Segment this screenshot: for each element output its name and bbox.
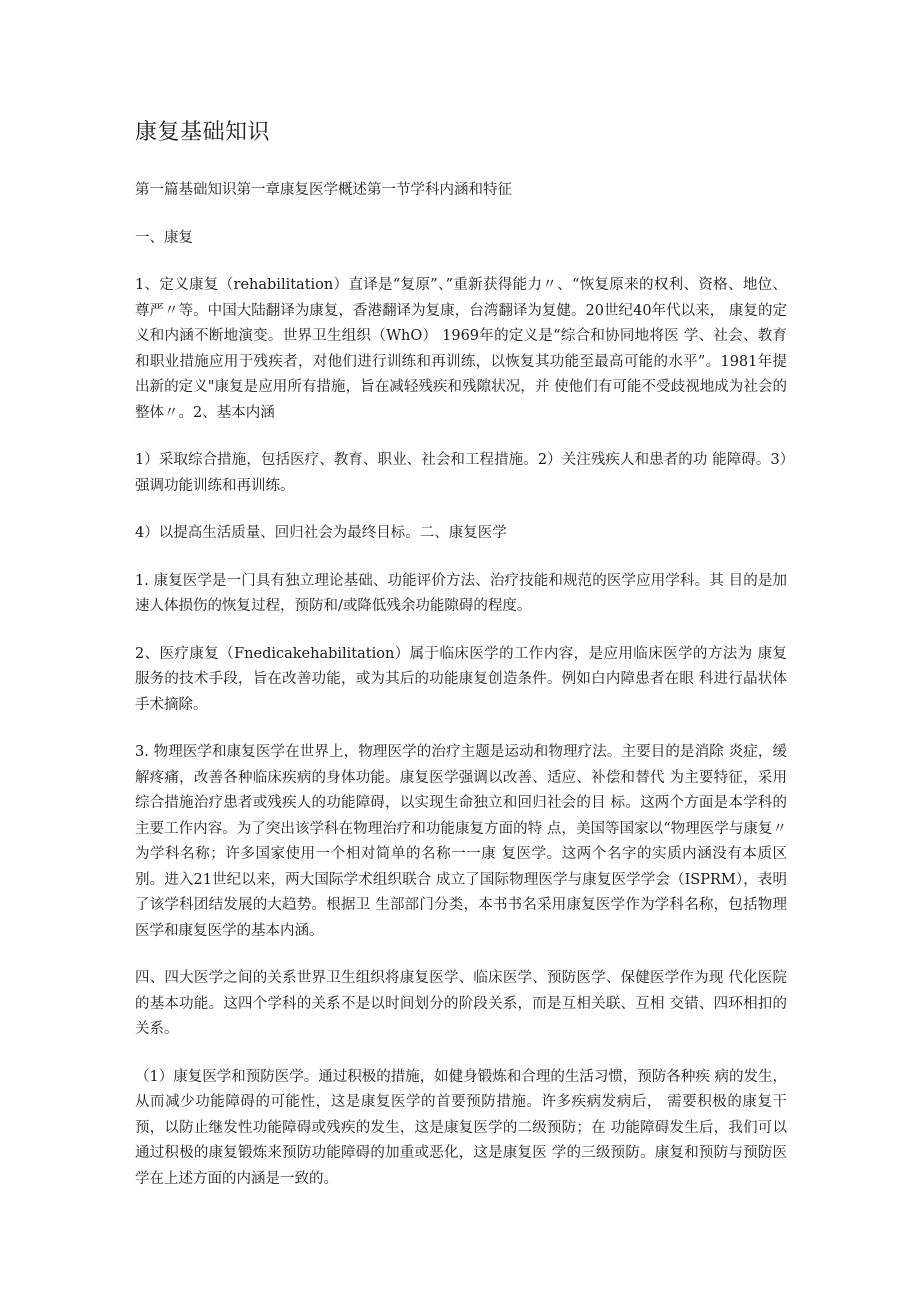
document-body [135,118,787,1214]
paragraph-final-goal: 4）以提高生活质量、回归社会为最终目标。二、康复医学 [135,525,507,541]
document-title: 康复基础知识 [135,120,271,145]
paragraph-basic-connotation: 1）采取综合措施，包括医疗、教育、职业、社会和工程措施。2）关注残疾人和患者的功 能障碍。3）强调功能训练和再训练。 [135,452,787,494]
paragraph-physical-medicine: 3. 物理医学和康复医学在世界上，物理医学的治疗主题是运动和物理疗法。主要目的是消除 炎症，缓解疼痛，改善各种临床疾病的身体功能。康复医学强调以改善、适应、补偿和替代 为主要特征，采用综合措施治疗患者或残疾人的功能障碍，以实现生命独立和回归社会的目 标。这两个方面是本学科的主要工作内容。为了突出该学科在物理治疗和功能康复方面的特 点，美国等国家以“物理医学与康复〃为学科名称；许多国家使用一个相对简单的名称一一康 复医学。这两个名字的实质内涵没有本质区别。进入21世纪以来，两大国际学术组织联合 成立了国际物理医学与康复医学学会（ISPRM），表明了该学科团结发展的大趋势。根据卫 生部部门分类，本书书名采用康复医学作为学科名称，包括物理医学和康复医学的基本内涵。 [135,744,787,939]
paragraph-four-medicines: 四、四大医学之间的关系世界卫生组织将康复医学、临床医学、预防医学、保健医学作为现 代化医院的基本功能。这四个学科的关系不是以时间划分的阶段关系，而是互相关联、互相 交错、四环相扣的关系。 [135,970,787,1037]
section-heading-rehabilitation: 一、康复 [135,229,193,246]
paragraph-medical-rehab: 2、医疗康复（Fnedicakehabilitation）属于临床医学的工作内容，是应用临床医学的方法为 康复服务的技术手段，旨在改善功能，或为其后的功能康复创造条件。例如白内障患者在眼 科进行晶状体手术摘除。 [135,645,787,713]
paragraph-rehab-medicine: 1. 康复医学是一门具有独立理论基础、功能评价方法、治疗技能和规范的医学应用学科。其 目的是加速人体损伤的恢复过程，预防和/或降低残余功能隙碍的程度。 [135,572,787,614]
paragraph-definition: 1、定义康复（rehabilitation）直译是“复原”、”重新获得能力〃、“恢复原来的权利、资格、地位、 尊严〃等。中国大陆翻译为康复，香港翻译为复康，台湾翻译为复健。20世纪40年代以来， 康复的定义和内涵不断地演变。世界卫生组织（WhO） 1969年的定义是“综合和协同地将医 学、社会、教育和职业措施应用于残疾者，对他们进行训练和再训练，以恢复其功能至最高可能的水平”。1981年提出新的定义"康复是应用所有措施，旨在减轻残疾和残隙状况，并 使他们有可能不受歧视地成为社会的整体〃。2、基本内涵 [135,277,787,421]
chapter-heading: 第一篇基础知识第一章康复医学概述第一节学科内涵和特征 [135,182,512,198]
paragraph-prevention: （1）康复医学和预防医学。通过积极的措施，如健身锻炼和合理的生活习惯，预防各种疾 病的发生，从而减少功能障碍的可能性，这是康复医学的首要预防措施。许多疾病发病后， 需要积极的康复干预，以防止继发性功能障碍或残疾的发生，这是康复医学的二级预防；在 功能障碍发生后，我们可以通过积极的康复锻炼来预防功能障碍的加重或恶化，这是康复医 学的三级预防。康复和预防与预防医学在上述方面的内涵是一致的。 [135,1068,787,1187]
